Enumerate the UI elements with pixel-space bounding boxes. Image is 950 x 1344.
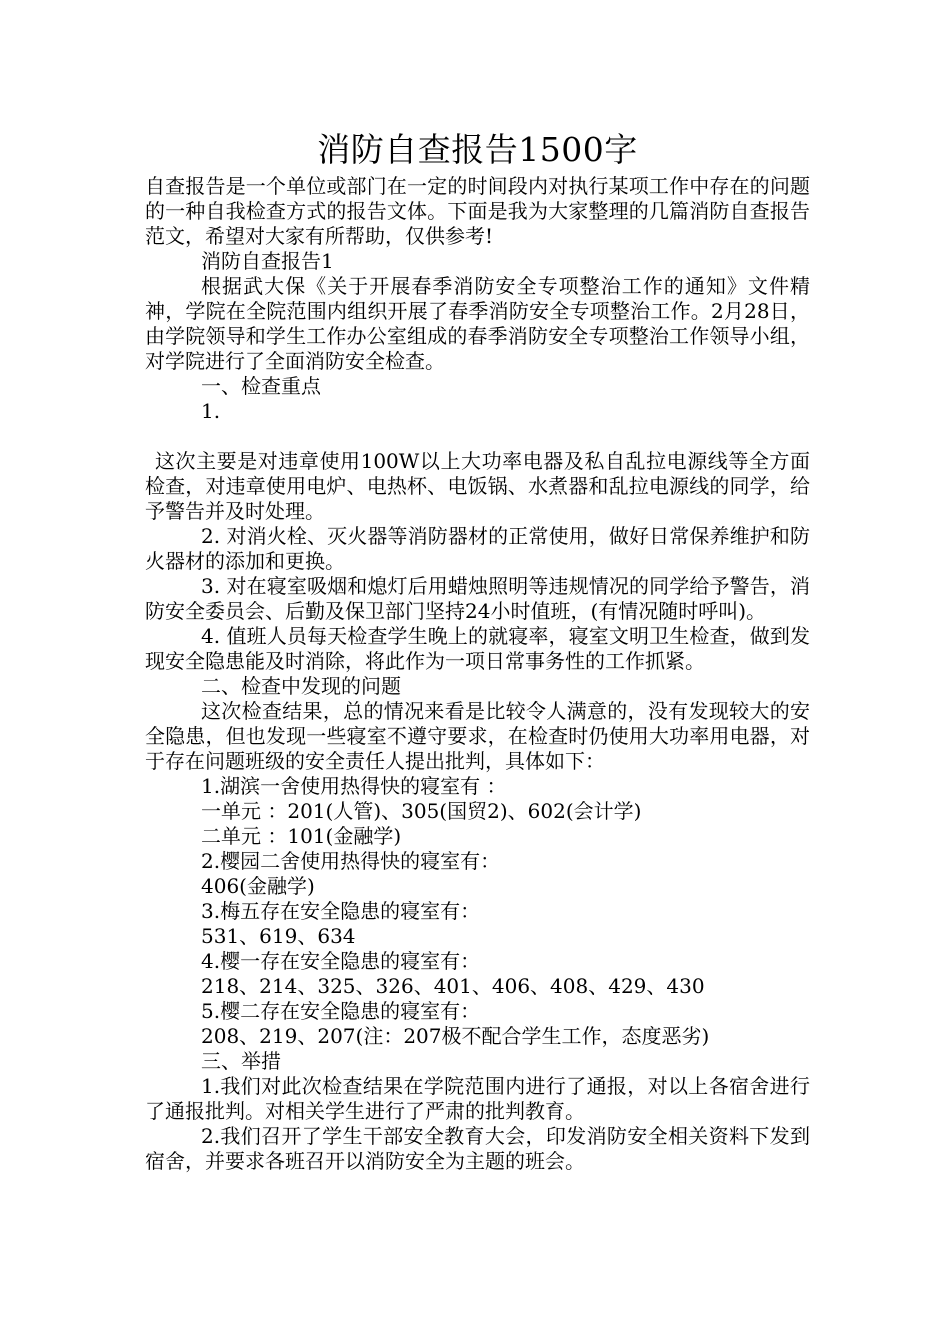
list-item: 2. 对消火栓、灭火器等消防器材的正常使用，做好日常保养维护和防火器材的添加和更换。 xyxy=(145,524,810,573)
list-item: 4.樱一存在安全隐患的寝室有： xyxy=(201,949,481,973)
list-item: 4. 值班人员每天检查学生晚上的就寝率，寝室文明卫生检查，做到发现安全隐患能及时消除，将此作为一项日常事务性的工作抓紧。 xyxy=(145,624,810,673)
section-heading: 一、检查重点 xyxy=(201,374,321,398)
document-page xyxy=(145,128,810,1174)
section-heading: 二、检查中发现的问题 xyxy=(201,674,401,698)
body-paragraph: 这次检查结果，总的情况来看是比较令人满意的，没有发现较大的安全隐患，但也发现一些寝室不遵守要求，在检查时仍使用大功率用电器，对于存在问题班级的安全责任人提出批判，具体如下： xyxy=(145,699,810,773)
section-heading: 三、举措 xyxy=(201,1049,281,1073)
spacer xyxy=(145,424,810,449)
list-item-detail: 一单元 ：201(人管)、305(国贸2)、602(会计学) xyxy=(201,799,642,823)
list-item-detail: 218、214、325、326、401、406、408、429、430 xyxy=(201,974,705,998)
list-item-detail: 531、619、634 xyxy=(201,924,356,948)
list-item: 2.樱园二舍使用热得快的寝室有： xyxy=(201,849,501,873)
list-item: 5.樱二存在安全隐患的寝室有： xyxy=(201,999,481,1023)
list-item: 3.梅五存在安全隐患的寝室有： xyxy=(201,899,481,923)
list-item: 1.湖滨一舍使用热得快的寝室有 ： xyxy=(201,774,507,798)
section-heading-report-1: 消防自查报告1 xyxy=(201,249,334,273)
list-item: 1.我们对此次检查结果在学院范围内进行了通报，对以上各宿舍进行了通报批判。对相关学生进行了严肃的批判教育。 xyxy=(145,1074,810,1123)
list-item-detail: 406(金融学) xyxy=(201,874,315,898)
intro-paragraph: 自查报告是一个单位或部门在一定的时间段内对执行某项工作中存在的问题的一种自我检查方式的报告文体。下面是我为大家整理的几篇消防自查报告范文，希望对大家有所帮助，仅供参考! xyxy=(145,174,810,248)
list-item: 2.我们召开了学生干部安全教育大会，印发消防安全相关资料下发到宿舍，并要求各班召开以消防安全为主题的班会。 xyxy=(145,1124,810,1173)
list-item-number: 1. xyxy=(201,399,221,423)
document-title: 消防自查报告1500字 xyxy=(317,130,638,169)
body-paragraph: 这次主要是对违章使用100W以上大功率电器及私自乱拉电源线等全方面检查，对违章使用电炉、电热杯、电饭锅、水煮器和乱拉电源线的同学，给予警告并及时处理。 xyxy=(145,449,810,523)
list-item: 3. 对在寝室吸烟和熄灯后用蜡烛照明等违规情况的同学给予警告，消防安全委员会、后勤及保卫部门坚持24小时值班，(有情况随时呼叫)。 xyxy=(145,574,810,623)
list-item-detail: 208、219、207(注：207极不配合学生工作，态度恶劣) xyxy=(201,1024,710,1048)
list-item-detail: 二单元 ：101(金融学) xyxy=(201,824,402,848)
body-paragraph: 根据武大保《关于开展春季消防安全专项整治工作的通知》文件精神，学院在全院范围内组织开展了春季消防安全专项整治工作。2月28日，由学院领导和学生工作办公室组成的春季消防安全专项整治工作领导小组，对学院进行了全面消防安全检查。 xyxy=(145,274,810,373)
